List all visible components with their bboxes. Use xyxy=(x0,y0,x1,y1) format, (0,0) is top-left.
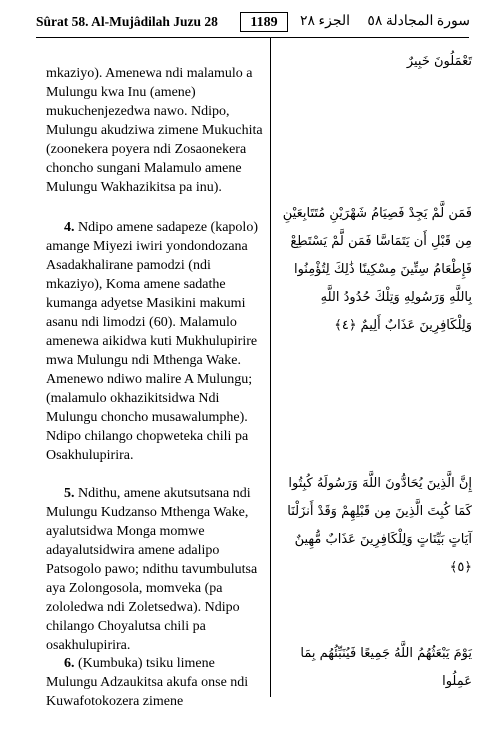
verse-text: (Kumbuka) tsiku limene Mulungu Adzaukitsa akufa onse ndi Kuwafotokozera zimene xyxy=(46,656,249,709)
surah-title: Sûrat 58. Al-Mujâdilah Juzu 28 xyxy=(36,14,218,29)
verse-6-paragraph xyxy=(46,654,268,711)
arabic-verse-6 xyxy=(278,640,472,696)
verse-6-translation xyxy=(46,640,268,725)
arabic-text: يَوْمَ يَبْعَثُهُمُ اللَّهُ جَمِيعًا فَيُنَبِّئُهُم بِمَا عَمِلُوا xyxy=(300,646,472,689)
continuation-text: mkaziyo). Amenewa ndi malamulo a Mulungu kwa Inu (amene) mukuchenjezedwa nawo. Ndipo, Mulungu akudziwa zimene Mukuchita (zoonekera poyera ndi Zosaonekera choncho sungani Malamulo amene Mulungu Wakhazikitsa pa inu). xyxy=(46,66,263,195)
verse-number: 6. xyxy=(64,656,75,671)
page-header xyxy=(0,0,500,38)
arabic-verse-5 xyxy=(278,470,472,582)
verse-4-translation xyxy=(46,204,268,479)
verse-number: 4. xyxy=(64,220,75,235)
arabic-continuation xyxy=(278,48,472,76)
verse-5-paragraph xyxy=(46,484,268,655)
arabic-text: فَمَن لَّمْ يَجِدْ فَصِيَامُ شَهْرَيْنِ مُتَتَابِعَيْنِ مِن قَبْلِ أَن يَتَمَاسَّا فَمَن لَّمْ يَسْتَطِعْ فَإِطْعَامُ سِتِّينَ مِسْكِينًا ذَٰلِكَ لِتُؤْمِنُوا بِاللَّهِ وَرَسُولِهِ وَتِلْكَ حُدُودُ اللَّهِ وَلِلْكَافِرِينَ عَذَابٌ أَلِيمٌ ﴿٤﴾ xyxy=(282,206,472,333)
verse-4-paragraph xyxy=(46,218,268,465)
arabic-text: إِنَّ الَّذِينَ يُحَادُّونَ اللَّهَ وَرَسُولَهُ كُبِتُوا كَمَا كُبِتَ الَّذِينَ مِن قَبْلِهِمْ وَقَدْ أَنزَلْنَا آيَاتٍ بَيِّنَاتٍ وَلِلْكَافِرِينَ عَذَابٌ مُّهِينٌ ﴿٥﴾ xyxy=(287,476,472,575)
verse-number: 5. xyxy=(64,486,75,501)
juz-arabic: الجزء ٢٨ xyxy=(300,14,351,29)
translation-continuation xyxy=(46,50,268,211)
header-rule xyxy=(36,37,469,38)
arabic-text: تَعْمَلُونَ خَبِيرٌ xyxy=(406,54,472,69)
page-number: 1189 xyxy=(240,12,288,32)
column-divider xyxy=(270,37,271,697)
surah-arabic: سورة المجادلة ٥٨ xyxy=(367,14,470,29)
arabic-verse-4 xyxy=(278,200,472,340)
verse-text: Ndithu, amene akutsutsana ndi Mulungu Kudzanso Mthenga Wake, ayalutsidwa Monga momwe adayalutsidwira amene adalipo Patsogolo pawo; ndithu tavumbulutsa aya Zolongosola, momveka (pa zololedwa ndi Zoletsedwa). Ndipo chilango Choyalutsa chili pa osakhulupirira. xyxy=(46,486,258,653)
verse-text: Ndipo amene sadapeze (kapolo) amange Miyezi iwiri yondondozana Asadakhalirane pamodzi (ndi mkaziyo), Koma amene sadathe kumanga adyetse Masikini makumi asanu ndi limodzi (60). Malamulo amenewa aikidwa kuti Mukhulupirire mwa Mulungu ndi Mthenga Wake. Amenewo ndiwo malire A Mulungu; (malamulo okhazikitsidwa Ndi Mulungu choncho musawalumphe). Ndipo chilango chopweteka chili pa Osakhulupirira. xyxy=(46,220,258,463)
